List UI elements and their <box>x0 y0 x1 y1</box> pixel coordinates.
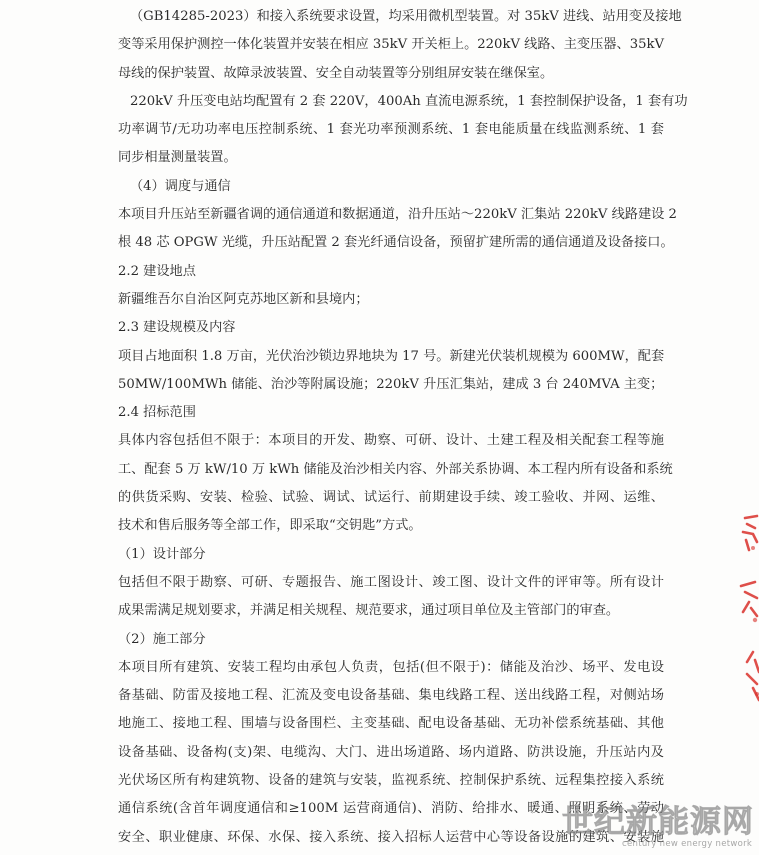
body-line: 50MW/100MWh 储能、治沙等附属设施；220kV 升压汇集站，建成 3 台 240MVA 主变； <box>118 376 664 392</box>
watermark-logo-text: 世纪新能源网 <box>562 804 754 840</box>
subsection-heading-dispatch: （4）调度与通信 <box>130 178 231 194</box>
body-line: 根 48 芯 OPGW 光缆，升压站配置 2 套光纤通信设备，预留扩建所需的通信通道及设备接口。 <box>118 235 674 251</box>
body-line: 技术和售后服务等全部工作，即采取“交钥匙”方式。 <box>118 518 422 534</box>
subsection-heading-design: （1）设计部分 <box>118 546 206 562</box>
body-line: 设备基础、设备构(支)架、电缆沟、大门、进出场道路、场内道路、防洪设施，升压站内及 <box>118 744 664 760</box>
body-line: 变等采用保护测控一体化装置并安装在相应 35kV 开关柜上。220kV 线路、主变压器、35kV <box>118 37 664 53</box>
body-line: 具体内容包括但不限于：本项目的开发、勘察、可研、设计、土建工程及相关配套工程等施 <box>118 433 664 449</box>
watermark-subtitle: century new energy network <box>622 839 753 849</box>
body-line: 同步相量测量装置。 <box>118 150 237 166</box>
body-line: 备基础、防雷及接地工程、汇流及变电设备基础、集电线路工程、送出线路工程，对侧站场 <box>118 688 664 704</box>
body-line: 项目占地面积 1.8 万亩，光伏治沙锁边界地块为 17 号。新建光伏装机规模为 600MW，配套 <box>118 348 665 364</box>
section-heading-location: 2.2 建设地点 <box>118 263 196 279</box>
body-line: 220kV 升压变电站均配置有 2 套 220V，400Ah 直流电源系统，1 套控制保护设备，1 套有功 <box>130 93 688 109</box>
body-line: 本项目升压站至新疆省调的通信通道和数据通道，沿升压站～220kV 汇集站 220kV 线路建设 2 <box>118 207 677 223</box>
body-line: 成果需满足规划要求，并满足相关规程、规范要求，通过项目单位及主管部门的审查。 <box>118 603 620 619</box>
body-line: 功率调节/无功功率电压控制系统、1 套光功率预测系统、1 套电能质量在线监测系统、1 套 <box>118 122 664 138</box>
body-line: 本项目所有建筑、安装工程均由承包人负责，包括(但不限于)：储能及治沙、场平、发电设 <box>118 659 664 675</box>
body-line: 安全、职业健康、环保、水保、接入系统、接入招标人运营中心等设备设施的建筑、安装施 <box>118 829 664 845</box>
body-line: 母线的保护装置、故障录波装置、安全自动装置等分别组屏安装在继保室。 <box>118 65 554 81</box>
body-line: （GB14285-2023）和接入系统要求设置，均采用微机型装置。对 35kV 进线、站用变及接地 <box>130 9 682 24</box>
body-line: 的供货采购、安装、检验、试验、调试、试运行、前期建设手续、竣工验收、并网、运维、 <box>118 490 664 506</box>
body-line: 工、配套 5 万 kW/10 万 kWh 储能及治沙相关内容、外部关系协调、本工程内所有设备和系统 <box>118 461 673 477</box>
section-heading-scale: 2.3 建设规模及内容 <box>118 320 236 336</box>
red-seal-stamp <box>733 512 759 708</box>
body-line: 光伏场区所有构建筑物、设备的建筑与安装，监视系统、控制保护系统、远程集控接入系统 <box>118 773 664 789</box>
body-line: 新疆维吾尔自治区阿克苏地区新和县境内； <box>118 291 369 307</box>
body-line: 通信系统(含首年调度通信和≥100M 运营商通信)、消防、给排水、暖通、照明系统、劳动 <box>118 801 664 817</box>
body-line: 地施工、接地工程、围墙与设备围栏、主变基础、配电设备基础、无功补偿系统基础、其他 <box>118 716 664 732</box>
body-line: 包括但不限于勘察、可研、专题报告、施工图设计、竣工图、设计文件的评审等。所有设计 <box>118 574 664 590</box>
subsection-heading-construction: （2）施工部分 <box>118 631 206 647</box>
section-heading-scope: 2.4 招标范围 <box>118 405 196 421</box>
